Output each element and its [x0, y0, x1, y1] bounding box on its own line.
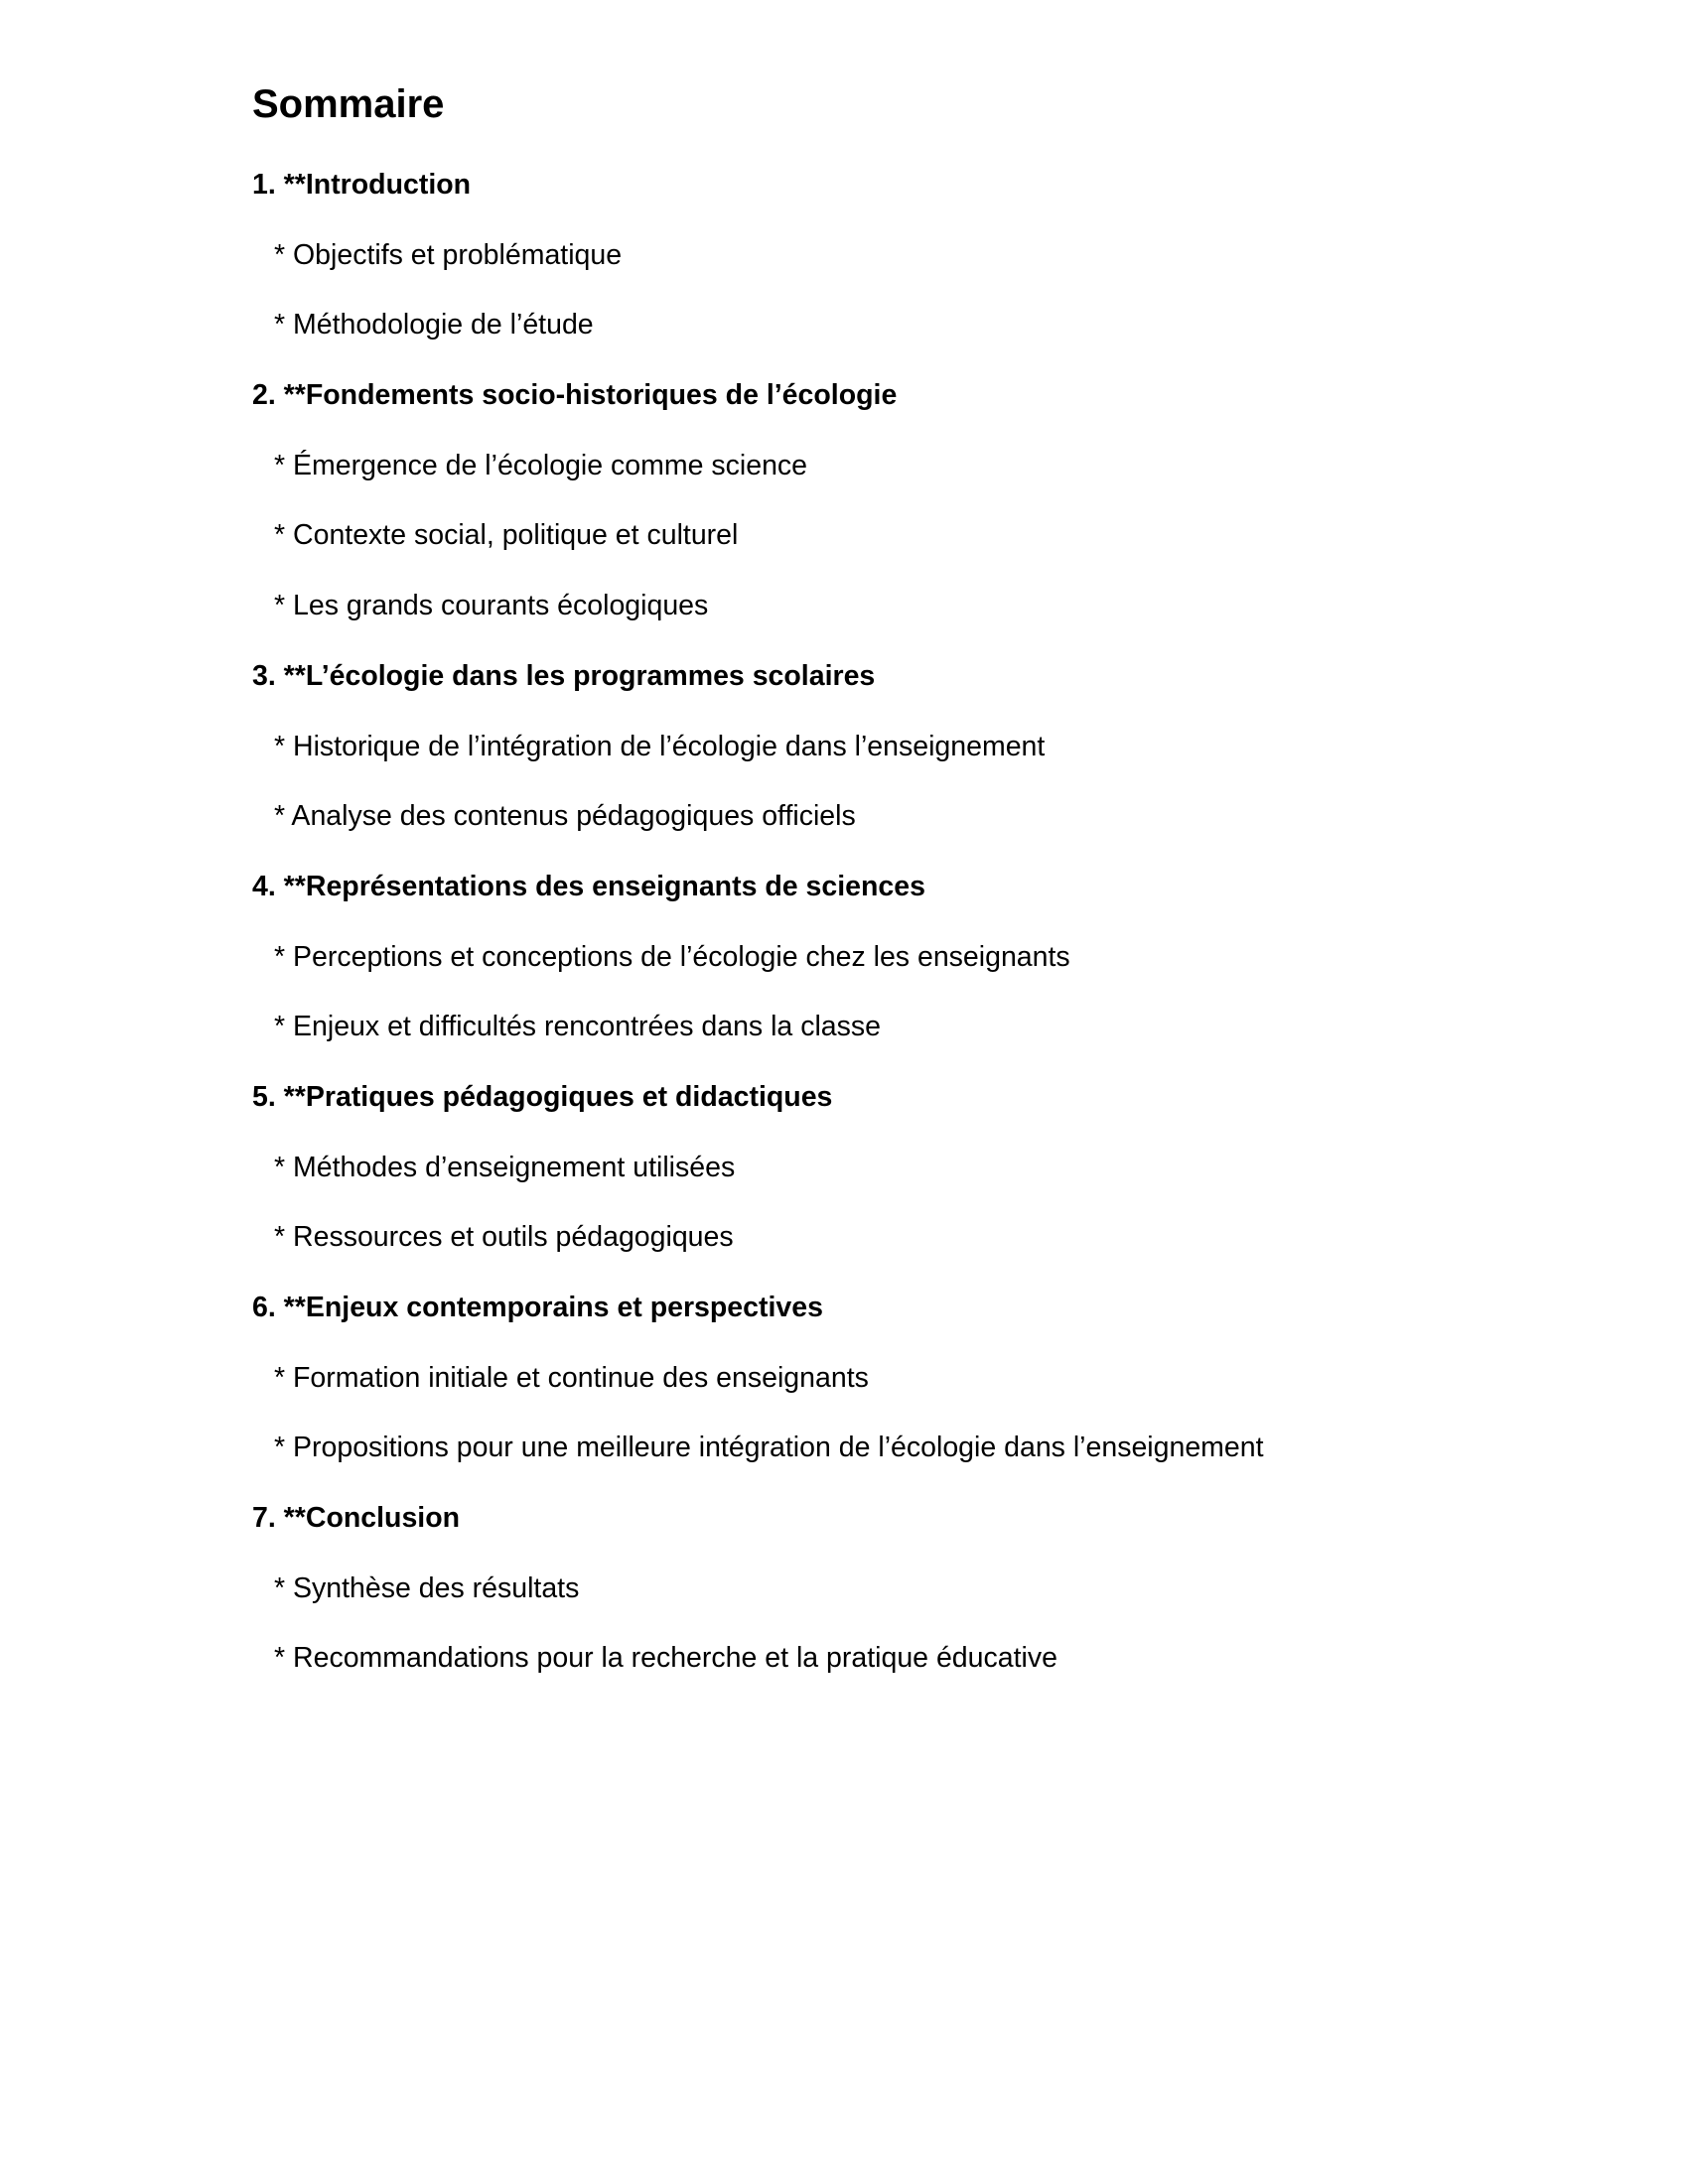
toc-subsection-item: * Perceptions et conceptions de l’écologie chez les enseignants: [274, 940, 1070, 973]
toc-subsection-item: * Synthèse des résultats: [274, 1571, 580, 1604]
toc-section-heading: 4. **Représentations des enseignants de sciences: [252, 870, 925, 902]
toc-section-heading: 3. **L’écologie dans les programmes scolaires: [252, 659, 876, 692]
toc-section-heading: 2. **Fondements socio-historiques de l’écologie: [252, 379, 898, 412]
page-title: Sommaire: [252, 82, 445, 126]
table-of-contents: [252, 163, 1543, 1706]
toc-section-heading: 7. **Conclusion: [252, 1502, 461, 1535]
toc-subsection-item: * Méthodologie de l’étude: [274, 309, 594, 341]
toc-section-heading: 1. **Introduction: [252, 169, 472, 201]
toc-subsection-item: * Émergence de l’écologie comme science: [274, 449, 808, 481]
toc-subsection-item: * Les grands courants écologiques: [274, 590, 709, 622]
toc-subsection-item: * Objectifs et problématique: [274, 238, 623, 271]
toc-section-heading: 5. **Pratiques pédagogiques et didactiques: [252, 1080, 833, 1113]
toc-subsection-item: * Historique de l’intégration de l’écologie dans l’enseignement: [274, 730, 1046, 762]
toc-subsection-item: * Méthodes d’enseignement utilisées: [274, 1151, 736, 1183]
toc-subsection-item: * Enjeux et difficultés rencontrées dans la classe: [274, 1011, 881, 1043]
toc-subsection-item: * Analyse des contenus pédagogiques officiels: [274, 800, 856, 833]
toc-subsection-item: * Formation initiale et continue des enseignants: [274, 1361, 869, 1394]
toc-subsection-item: * Propositions pour une meilleure intégration de l’écologie dans l’enseignement: [274, 1432, 1264, 1464]
toc-subsection-item: * Ressources et outils pédagogiques: [274, 1221, 734, 1254]
toc-subsection-item: * Contexte social, politique et culturel: [274, 519, 739, 552]
toc-subsection-item: * Recommandations pour la recherche et la pratique éducative: [274, 1642, 1057, 1675]
toc-section-heading: 6. **Enjeux contemporains et perspectives: [252, 1292, 823, 1323]
